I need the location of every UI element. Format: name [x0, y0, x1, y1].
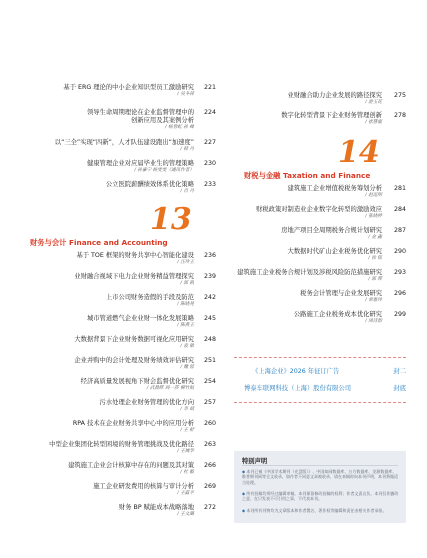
toc-entry[interactable]: [24, 181, 216, 196]
entry-title: 业财融合助力企业发展的路径探究: [287, 92, 382, 99]
notice-title: 特别声明: [242, 458, 268, 465]
toc-entry[interactable]: [228, 290, 406, 305]
entry-title: 以“三全”实现“四新”，人才队伍建设跑出“加速度”: [54, 139, 194, 146]
entry-page: 245: [203, 315, 216, 322]
ad-entry[interactable]: [244, 383, 406, 392]
section-number-14: 14: [338, 135, 380, 170]
entry-page: 266: [203, 462, 216, 469]
entry-title: 财税政策对制造业企业数字化转型的激励效应: [256, 206, 382, 213]
entry-page: 233: [203, 181, 216, 188]
toc-entry[interactable]: [24, 357, 216, 372]
entry-authors: / 汪玲玉: [177, 260, 194, 265]
toc-entry[interactable]: [24, 441, 216, 456]
entry-authors: / 张晓婷: [365, 214, 382, 219]
toc-entry[interactable]: [24, 273, 216, 288]
entry-page: 269: [203, 483, 216, 490]
ad-entry[interactable]: [252, 366, 406, 375]
divider-top: [234, 357, 406, 358]
entry-authors: / 杜 毅: [180, 470, 194, 475]
entry-authors: / 郭 辉: [368, 277, 382, 282]
entry-page: 278: [393, 112, 406, 119]
entry-authors: / 徐 铭: [368, 256, 382, 261]
section-title-en: Finance and Accounting: [69, 238, 168, 247]
notice-text: 本刊所有刊物均为文章版本和作者署名、著作权等编辑和责任由相关作者承担。: [246, 508, 387, 513]
entry-title: 中型企业集团化转型困境的财务管理挑战及优化路径: [49, 441, 194, 448]
entry-authors: / 王城华: [177, 449, 194, 454]
notice-item: [242, 508, 400, 513]
notice-text: 所有投稿均须经过编辑审稿，本刊保留修改投稿的权利；作者文责自负，本刊仅作删改之意，在只发表不可引用之事，不代表本刊。: [242, 491, 399, 502]
entry-page: 275: [393, 92, 406, 99]
entry-authors: / 武晨晖 周一莎 柳竹航: [146, 386, 194, 391]
entry-title: 基于 ERG 理论的中小企业知识型员工激励研究: [63, 84, 194, 91]
entry-page: 242: [203, 294, 216, 301]
toc-entry[interactable]: [24, 252, 216, 267]
section-title-en: Taxation and Finance: [283, 171, 371, 180]
entry-page: 299: [393, 311, 406, 318]
entry-title: 房地产项目全周期税务合规计划研究: [281, 227, 382, 234]
entry-authors: / 游玉花: [365, 100, 382, 105]
toc-entry[interactable]: [228, 269, 406, 284]
toc-entry[interactable]: [24, 336, 216, 351]
entry-page: 230: [203, 160, 216, 167]
entry-title: 大数据背景下企业财务数据可视化应用研究: [74, 336, 194, 343]
toc-entry[interactable]: [228, 311, 406, 326]
entry-page: 263: [203, 441, 216, 448]
entry-authors: / 王文璐: [177, 512, 194, 517]
entry-authors: / 赵迅明: [365, 193, 382, 198]
notice-item: [242, 491, 400, 502]
toc-entry[interactable]: [228, 112, 406, 127]
entry-page: 296: [393, 290, 406, 297]
entry-page: 227: [203, 139, 216, 146]
toc-entry[interactable]: [24, 294, 216, 309]
toc-entry[interactable]: [24, 315, 216, 330]
entry-title: 企业并购中的会计处理及财务绩效评估研究: [74, 357, 194, 364]
entry-authors: / 魏 蓉: [180, 365, 194, 370]
entry-page: 248: [203, 336, 216, 343]
toc-entry[interactable]: [24, 462, 216, 477]
section-number-13: 13: [150, 202, 192, 237]
entry-authors: / 王 舒: [180, 428, 194, 433]
entry-title: 基于 TOE 框架的财务共享中心智能化建设: [76, 252, 194, 259]
entry-authors: / 金 鑫: [368, 235, 382, 240]
entry-title: 公路施工企业税务成本优化研究: [293, 311, 382, 318]
entry-authors: / 郭 凯: [180, 281, 194, 286]
toc-entry[interactable]: [228, 92, 406, 107]
diamond-bullet-icon: ◆: [242, 469, 246, 474]
entry-authors: / 袁 敏: [180, 344, 194, 349]
toc-entry[interactable]: [228, 185, 406, 200]
ad-title: 《上海企业》2026 年征订广告: [252, 368, 340, 375]
notice-text: 本刊已被《中国学术期刊（光盘版）》、中国知网数据库、万方数据库、龙源数据库、维普期刊网等全文收录，如作者不同意文章被收录，请在来稿时向本刊声明，本刊将做适当处理。: [242, 469, 398, 485]
entry-title: 经济高质量发展视角下财会监督优化研究: [80, 378, 194, 385]
entry-authors: / 周诗韵: [365, 319, 382, 324]
entry-title: 建筑施工企业税务合规计划及涉税风险防范措施研究: [237, 269, 382, 276]
entry-authors: / 李 斌: [180, 407, 194, 412]
toc-entry[interactable]: [24, 504, 216, 519]
toc-entry[interactable]: [228, 206, 406, 221]
entry-page: 272: [203, 504, 216, 511]
toc-entry[interactable]: [24, 399, 216, 414]
entry-title-line2: 创新应用及其案例分析: [131, 117, 194, 124]
entry-title: 财务 BP 赋能成本战略落地: [118, 504, 194, 511]
entry-title: 建筑施工企业增值税税务筹划分析: [287, 185, 382, 192]
entry-authors: / 王露平: [177, 491, 194, 496]
entry-page: 260: [203, 420, 216, 427]
toc-entry[interactable]: [24, 139, 216, 154]
entry-page: 293: [393, 269, 406, 276]
section-title-cn: 财税与金融: [244, 171, 281, 180]
entry-title: 城市管道燃气企业业财一体化发展策略: [86, 315, 194, 322]
notice-item: [242, 469, 400, 485]
entry-authors: / 孙嘉宁 杨雯雯（通讯作者）: [134, 168, 194, 173]
entry-title: 施工企业研发费用的核算与审计分析: [93, 483, 194, 490]
entry-title: RPA 技术在企业财务共享中心中的应用分析: [72, 420, 194, 427]
entry-authors: / 肖 丹: [180, 189, 194, 194]
entry-authors: / 常惠玲: [365, 298, 382, 303]
entry-authors: / 韩 丹: [180, 147, 194, 152]
entry-page: 281: [393, 185, 406, 192]
toc-entry[interactable]: [24, 483, 216, 498]
entry-authors: / 陈燕玉: [177, 323, 194, 328]
entry-page: 251: [203, 357, 216, 364]
diamond-bullet-icon: ◆: [242, 508, 246, 513]
toc-entry[interactable]: [228, 227, 406, 242]
entry-page: 221: [203, 84, 216, 91]
entry-title: 业财融合视域下电力企业财务精益管理探究: [74, 273, 194, 280]
entry-authors: / 陈晓晃: [177, 302, 194, 307]
toc-entry[interactable]: [24, 160, 216, 175]
entry-title: 领导生命周期理论在企业监督管理中的: [86, 109, 194, 116]
toc-entry[interactable]: [24, 84, 216, 99]
entry-authors: / 吴冬萍: [177, 92, 194, 97]
toc-entry[interactable]: [228, 248, 406, 263]
entry-title: 税务会计管理与企业发展研究: [300, 290, 382, 297]
entry-page: 224: [203, 109, 216, 116]
section-title-finance: [30, 238, 168, 248]
entry-page: 287: [393, 227, 406, 234]
entry-page: 290: [393, 248, 406, 255]
ad-title: 博泰车联网科技（上海）股份有限公司: [244, 385, 352, 392]
ad-page: 封二: [393, 368, 406, 375]
notice-divider: [242, 465, 398, 466]
section-title-tax: [244, 171, 370, 181]
entry-page: 254: [203, 378, 216, 385]
entry-page: 257: [203, 399, 216, 406]
section-title-cn: 财务与会计: [30, 238, 67, 247]
entry-title: 污水处理企业财务管理的优化方向: [99, 399, 194, 406]
toc-entry[interactable]: [24, 420, 216, 435]
entry-title: 建筑施工企业会计核算中存在的问题及其对策: [68, 462, 194, 469]
diamond-bullet-icon: ◆: [242, 491, 246, 496]
entry-title: 健康管理企业对应届毕业生的管理策略: [86, 160, 194, 167]
entry-authors: / 杨曾虹 孙 峰: [165, 125, 194, 130]
ad-page: 封底: [393, 385, 406, 392]
entry-page: 284: [393, 206, 406, 213]
entry-authors: / 崔慧鹿: [365, 120, 382, 125]
divider-bottom: [234, 402, 406, 403]
entry-title: 数字化转型背景下企业财务管理创新: [281, 112, 382, 119]
entry-page: 236: [203, 252, 216, 259]
entry-title: 上市公司财务造假的手段及防范: [105, 294, 194, 301]
special-notice-box: [234, 451, 406, 523]
entry-title: 公立医院薪酬绩效体系优化策略: [105, 181, 194, 188]
entry-title: 大数据时代矿山企业税务优化研究: [287, 248, 382, 255]
toc-entry[interactable]: [24, 109, 216, 132]
toc-entry[interactable]: [24, 378, 216, 393]
entry-page: 239: [203, 273, 216, 280]
